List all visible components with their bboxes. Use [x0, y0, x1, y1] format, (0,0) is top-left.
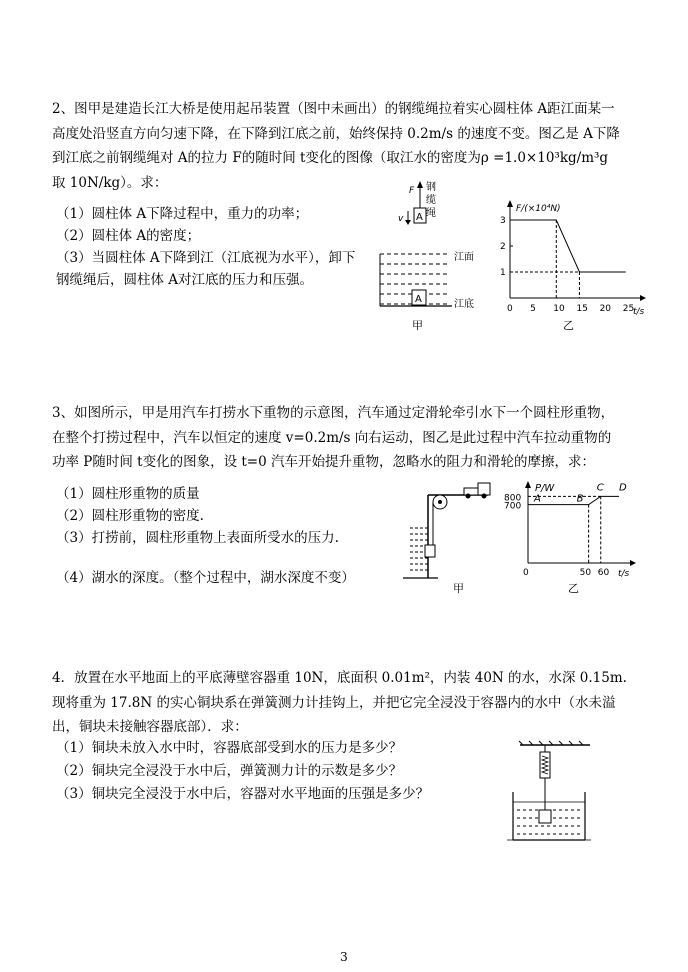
y-tick-label: 800	[504, 493, 522, 504]
rope-label-3: 绳	[426, 208, 436, 219]
problem-4-text	[52, 666, 642, 740]
chart2-ylabel: P/W	[535, 483, 555, 494]
problem-2-line: 2、图甲是建造长江大桥是使用起吊装置（图中未画出）的钢缆绳拉着实心圆柱体 A距江面某一	[52, 101, 615, 117]
problem-3-line: 在整个打捞过程中，汽车以恒定的速度 v=0.2m/s 向右运动，图乙是此过程中汽车拉动重物的	[52, 429, 612, 446]
problem-2-question-1: （1）圆柱体 A下降过程中，重力的功率；	[56, 206, 309, 222]
figure-label-yi: 乙	[563, 319, 574, 332]
problem-3-question-1: （1）圆柱形重物的质量	[56, 486, 200, 502]
x-tick-label: 25	[622, 304, 635, 314]
problem-2-line: 高度处沿竖直方向匀速下降，在下降到江底之前，始终保持 0.2m/s 的速度不变。图乙是 A下降	[52, 125, 620, 142]
x-tick-label: 5	[530, 304, 536, 314]
problem-4-question-2: （2）铜块完全浸没于水中后，弹簧测力计的示数是多少？	[56, 763, 403, 779]
figure-label-jia-3: 甲	[453, 582, 464, 595]
figure-label-jia: 甲	[412, 319, 423, 332]
y-tick-label: 1	[500, 268, 506, 278]
problem-4-line: 4．放置在水平地面上的平底薄壁容器重 10N，底面积 0.01m²，内装 40N 的水，水深 0.15m.	[52, 670, 627, 686]
problem-3-line: 3、如图所示，甲是用汽车打捞水下重物的示意图，汽车通过定滑轮牵引水下一个圆柱形重物，	[52, 405, 615, 421]
x-tick-label: 0	[507, 304, 513, 314]
problem-4-question-1: （1）铜块未放入水中时，容器底部受到水的压力是多少？	[56, 740, 403, 756]
point-label-B: B	[576, 493, 584, 505]
x-tick-label: 0	[523, 568, 529, 578]
problem-4-line: 出，铜块未接触容器底部）．求：	[52, 719, 248, 735]
point-label-C: C	[596, 482, 604, 494]
power-series-line	[528, 493, 619, 505]
x-tick-label: 60	[597, 568, 610, 578]
power-time-chart	[500, 478, 650, 598]
y-tick-label: 700	[504, 501, 522, 512]
problem-3-question-4: （4）湖水的深度。（整个过程中，湖水深度不变）	[56, 570, 355, 586]
submerged-block-label: A	[415, 294, 422, 305]
problem-3-question-3: （3）打捞前，圆柱形重物上表面所受水的压力.	[56, 530, 339, 546]
block-label: A	[416, 212, 423, 223]
problem-3-line: 功率 P随时间 t变化的图象，设 t=0 汽车开始提升重物，忽略水的阻力和滑轮的摩擦，求：	[52, 454, 595, 470]
problem-2-text	[52, 97, 642, 195]
rope-label-2: 缆	[426, 195, 436, 206]
problem-2-question-2: （2）圆柱体 A的密度；	[56, 228, 201, 244]
problem-2-line: 到江底之前钢缆绳对 A的拉力 F的随时间 t变化的图像（取江水的密度为ρ =1.0×10³kg/m³g	[52, 150, 609, 166]
y-tick-label: 2	[500, 242, 506, 252]
problem-2-line: 取 10N/kg）。求：	[52, 174, 168, 191]
point-label-A: A	[534, 493, 541, 505]
point-label-D: D	[618, 482, 627, 494]
rope-label-1: 钢	[426, 182, 436, 193]
river-surface-label: 江面	[454, 252, 474, 263]
y-tick-label: 3	[500, 216, 506, 226]
chart2-xlabel: t/s	[618, 569, 630, 579]
x-tick-label: 15	[576, 304, 588, 314]
chart1-ylabel: F/(×10⁴N)	[516, 204, 561, 214]
problem-4-figure	[505, 740, 605, 850]
figure-label-yi-3: 乙	[568, 582, 579, 595]
problem-3-question-2: （2）圆柱形重物的密度.	[56, 508, 204, 524]
page-number: 3	[340, 950, 348, 964]
x-tick-label: 20	[599, 304, 612, 314]
problem-2-question-4: 钢缆绳后，圆柱体 A对江底的压力和压强。	[56, 272, 314, 288]
problem-2-figure-jia	[370, 178, 490, 338]
chart1-xlabel: t/s	[633, 307, 645, 317]
force-series-line	[510, 220, 626, 272]
problem-4-line: 现将重为 17.8N 的实心铜块系在弹簧测力计挂钩上，并把它完全浸没于容器内的水中（水未溢	[52, 694, 616, 711]
force-arrow-label: F	[409, 186, 415, 196]
problem-4-question-3: （3）铜块完全浸没于水中后，容器对水平地面的压强是多少？	[56, 786, 430, 802]
problem-2-question-3: （3）当圆柱体 A下降到江（江底视为水平），卸下	[56, 250, 356, 266]
x-tick-label: 10	[553, 304, 565, 314]
problem-3-text	[52, 401, 642, 475]
river-bottom-label: 江底	[454, 299, 474, 310]
velocity-label: v	[398, 214, 404, 224]
force-time-chart	[490, 195, 650, 335]
x-tick-label: 50	[579, 568, 592, 578]
